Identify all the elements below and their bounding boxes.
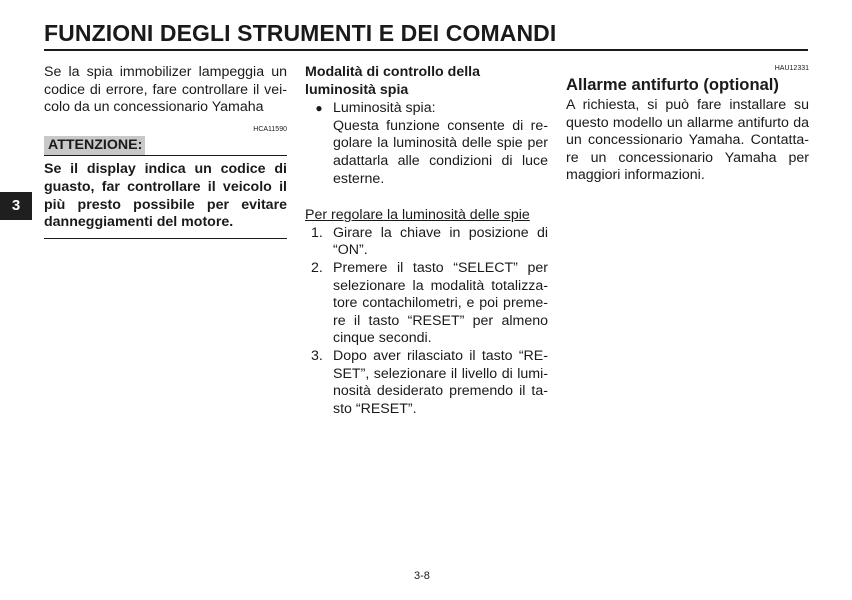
text-line: Dopo aver rilasciato il tasto “RE- bbox=[333, 347, 548, 364]
section-heading bbox=[305, 64, 548, 99]
middle-column bbox=[305, 64, 548, 418]
text-line: esterne. bbox=[333, 170, 385, 187]
text-line: nosità desiderato premendo il ta- bbox=[333, 383, 548, 400]
step-item bbox=[305, 260, 548, 348]
text-line: danneggiamenti del motore. bbox=[44, 214, 234, 231]
reference-code: HAU12331 bbox=[774, 65, 809, 72]
page-number: 3-8 bbox=[414, 570, 430, 582]
text-line: un concessionario Yamaha. Contatta- bbox=[566, 132, 809, 149]
reference-code: HCA11590 bbox=[253, 125, 287, 133]
text-line: golare la luminosità delle spie per bbox=[333, 135, 548, 152]
text-line: maggiori informazioni. bbox=[566, 167, 705, 184]
text-line: Premere il tasto “SELECT” per bbox=[333, 259, 548, 276]
procedure-title: Per regolare la luminosità delle spie bbox=[305, 207, 530, 224]
text-line: codice di errore, fare controllare il vei- bbox=[44, 81, 287, 98]
warning-text bbox=[44, 161, 287, 231]
text-line: A richiesta, si può fare installare su bbox=[566, 97, 809, 113]
bullet-item bbox=[305, 100, 548, 188]
left-column bbox=[44, 64, 287, 239]
text-line: guasto, far controllare il veicolo il bbox=[44, 178, 287, 195]
text-line: Modalità di controllo della bbox=[305, 64, 480, 80]
text-line: tore contachilometri, e poi preme- bbox=[333, 295, 548, 312]
step-number: 2. bbox=[311, 259, 323, 276]
text-line: Girare la chiave in posizione di bbox=[333, 224, 548, 241]
text-line: re il tasto “RESET” per almeno bbox=[333, 312, 548, 329]
step-item bbox=[305, 348, 548, 418]
text-line: Se la spia immobilizer lampeggia un bbox=[44, 64, 287, 80]
text-line: selezionare la modalità totalizza- bbox=[333, 277, 548, 294]
attention-rule bbox=[44, 155, 287, 156]
text-line: questo modello un allarme antifurto da bbox=[566, 114, 809, 131]
text-line: adattarla alle condizioni di luce bbox=[333, 152, 548, 169]
bullet-dot-icon: ● bbox=[315, 101, 323, 116]
immobilizer-paragraph bbox=[44, 64, 287, 117]
text-line: “ON”. bbox=[333, 242, 368, 259]
text-line: SET”, selezionare il livello di lumi- bbox=[333, 365, 548, 382]
right-column bbox=[566, 64, 809, 185]
title-rule bbox=[44, 49, 808, 51]
text-line: più presto possibile per evitare bbox=[44, 196, 287, 213]
warning-rule bbox=[44, 238, 287, 239]
text-line: sto “RESET”. bbox=[333, 400, 417, 417]
step-item bbox=[305, 225, 548, 260]
chapter-tab: 3 bbox=[0, 192, 32, 220]
section-heading: Allarme antifurto (optional) bbox=[566, 75, 779, 94]
text-line: cinque secondi. bbox=[333, 330, 432, 347]
text-line: colo da un concessionario Yamaha bbox=[44, 99, 264, 116]
step-number: 1. bbox=[311, 224, 323, 241]
antitheft-paragraph bbox=[566, 97, 809, 185]
page-title: FUNZIONI DEGLI STRUMENTI E DEI COMANDI bbox=[44, 20, 557, 46]
bullet-title: Luminosità spia: bbox=[333, 100, 436, 117]
step-number: 3. bbox=[311, 347, 323, 364]
text-line: luminosità spia bbox=[305, 81, 409, 98]
text-line: re un concessionario Yamaha per bbox=[566, 149, 809, 166]
text-line: Questa funzione consente di re- bbox=[333, 117, 548, 134]
text-line: Se il display indica un codice di bbox=[44, 161, 287, 178]
attention-label: ATTENZIONE: bbox=[44, 136, 145, 156]
